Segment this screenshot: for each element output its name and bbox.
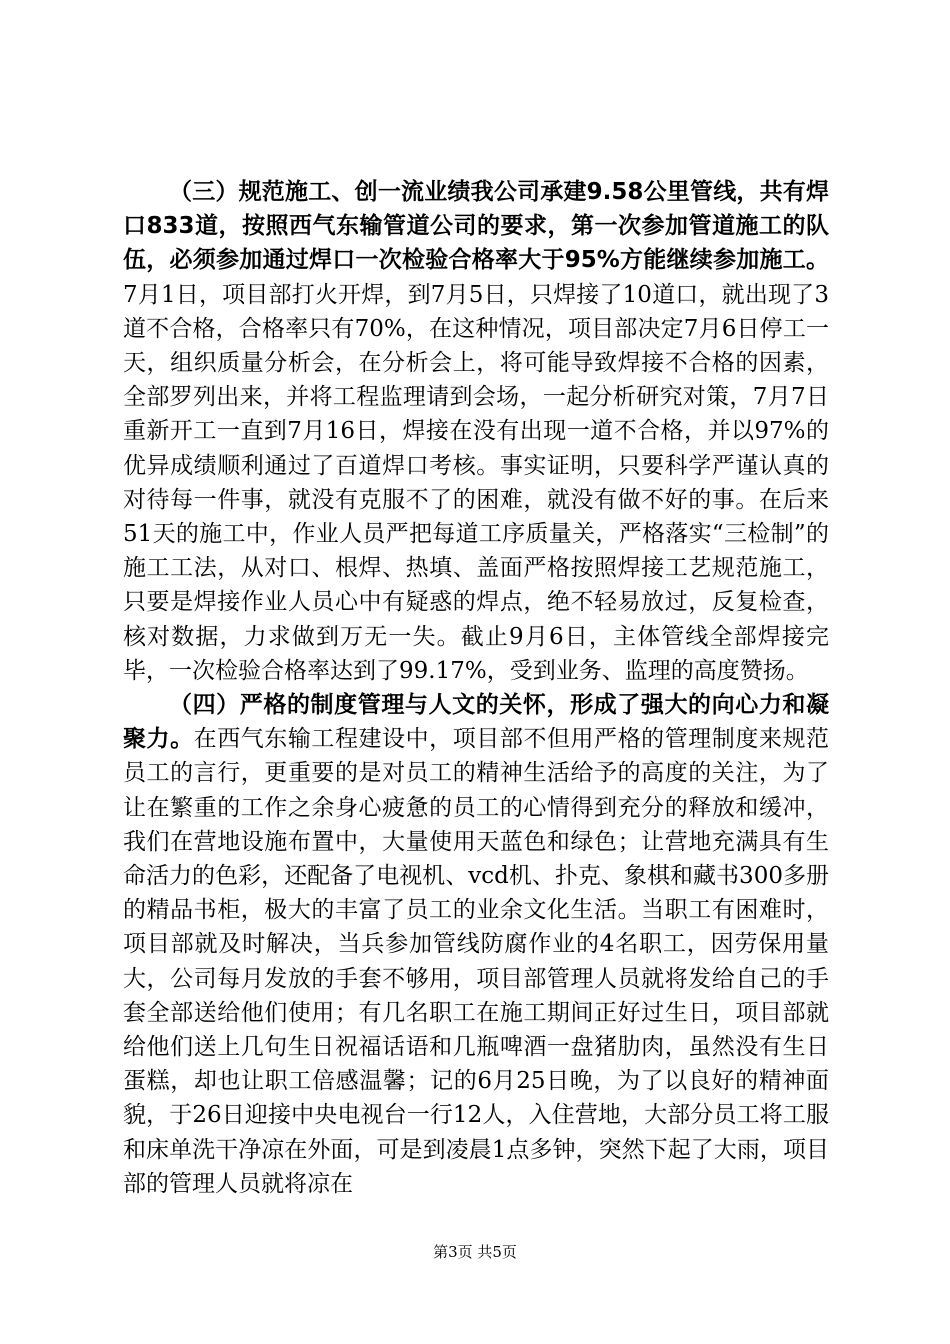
section-4-body: 在西气东输工程建设中，项目部不但用严格的管理制度来规范员工的言行，更重要的是对员工的精神生活给予的高度的关注，为了让在繁重的工作之余身心疲惫的员工的心情得到充分的释放和缓冲，我们在营地设施布置中，大量使用天蓝色和绿色；让营地充满具有生命活力的色彩，还配备了电视机、vcd机、扑克、象棋和藏书300多册的精品书柜，极大的丰富了员工的业余文化生活。当职工有困难时，项目部就及时解决，当兵参加管线防腐作业的4名职工，因劳保用量大，公司每月发放的手套不够用，项目部管理人员就将发给自己的手套全部送给他们使用；有几名职工在施工期间正好过生日，项目部就给他们送上几句生日祝福话语和几瓶啤酒一盘猪肋肉，虽然没有生日蛋糕，却也让职工倍感温馨；记的6月25日晚，为了以良好的精神面貌，于26日迎接中央电视台一行12人，入住营地，大部分员工将工服和床单洗干净凉在外面，可是到凌晨1点多钟，突然下起了大雨，项目部的管理人员就将凉在 [123,726,830,1197]
section-4-heading: （四）严格的制度管理与人文的关怀，形成了强大的向心力和凝聚力。 [123,692,829,753]
section-3-body: 7月1日，项目部打火开焊，到7月5日，只焊接了10道口，就出现了3道不合格，合格率只有70%，在这种情况，项目部决定7月6日停工一天，组织质量分析会，在分析会上，将可能导致焊接不合格的因素，全部罗列出来，并将工程监理请到会场，一起分析研究对策，7月7日重新开工一直到7月16日，焊接在没有出现一道不合格，并以97%的优异成绩顺利通过了百道焊口考核。事实证明，只要科学严谨认真的对待每一件事，就没有克服不了的困难，就没有做不好的事。在后来51天的施工中，作业人员严把每道工序质量关，严格落实“三检制”的施工工法，从对口、根焊、热填、盖面严格按照焊接工艺规范施工，只要是焊接作业人员心中有疑惑的焊点，绝不轻易放过，反复检查，核对数据，力求做到万无一失。截止9月6日，主体管线全部焊接完毕，一次检验合格率达到了99.17%，受到业务、监理的高度赞扬。 [123,281,829,684]
page-number-label: 第3页 共5页 [433,1243,517,1261]
paragraph-section-3 [123,175,829,688]
paragraph-section-4 [123,688,829,1201]
document-body [123,175,829,1201]
section-3-heading: （三）规范施工、创一流业绩我公司承建9.58公里管线，共有焊口833道，按照西气东输管道公司的要求，第一次参加管道施工的队伍，必须参加通过焊口一次检验合格率大于95%方能继续参加施工。 [123,179,829,274]
page-footer [0,1241,950,1262]
